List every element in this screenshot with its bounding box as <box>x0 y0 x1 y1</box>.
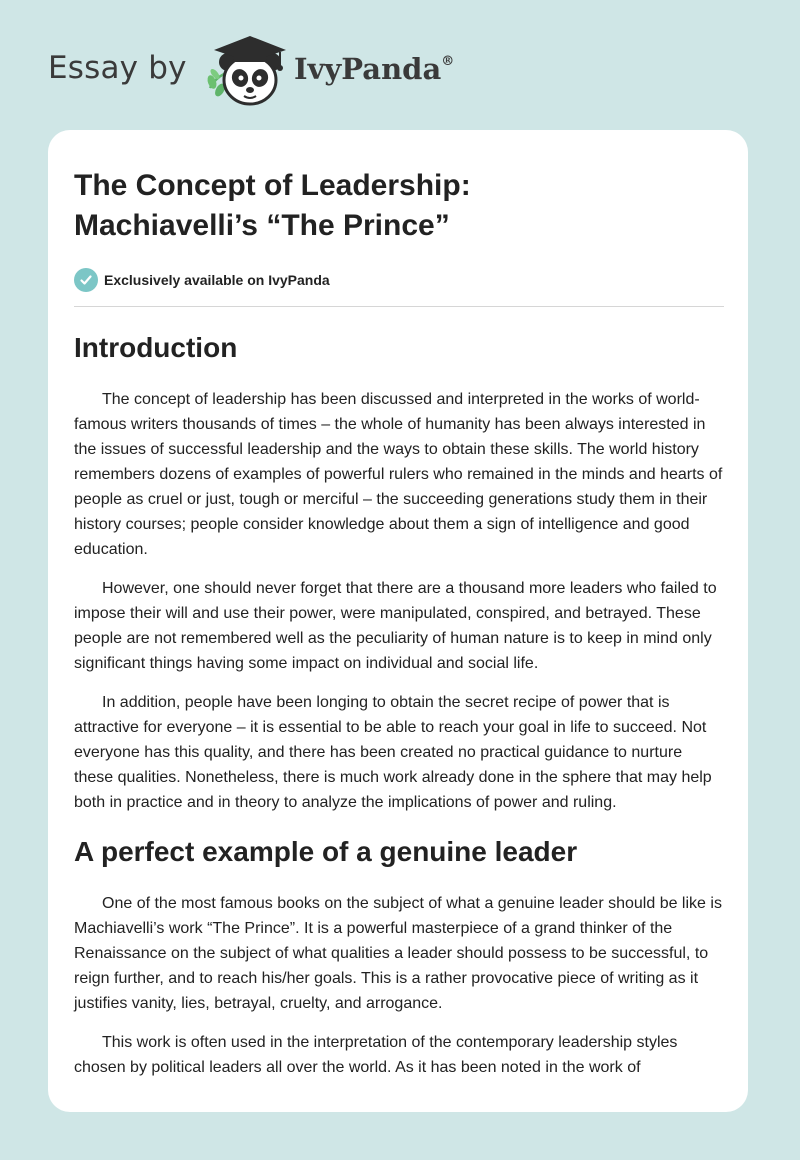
essay-by-label: Essay by <box>48 50 187 86</box>
paragraph: This work is often used in the interpretation of the contemporary leadership styles chosen by political leaders all over the world. As it has been noted in the work of <box>74 1034 678 1076</box>
section-body <box>74 891 724 1080</box>
title-line-1: The Concept of Leadership: <box>74 169 471 202</box>
divider <box>74 306 724 307</box>
brand-text: IvyPanda <box>294 52 442 86</box>
exclusive-badge <box>74 266 724 294</box>
brand-name[interactable] <box>294 52 454 86</box>
registered-mark: ® <box>441 54 455 69</box>
essay-title <box>74 166 724 246</box>
essay-card <box>48 130 748 1112</box>
section-heading: A perfect example of a genuine leader <box>74 836 578 867</box>
site-header <box>48 30 748 110</box>
title-line-2: Machiavelli’s “The Prince” <box>74 209 450 242</box>
paragraph: One of the most famous books on the subject of what a genuine leader should be like is Machiavelli’s work “The Prince”. It is a powerful masterpiece of a grand thinker of the Renaissance on the subject of what qualities a leader should possess to be successful, to reign further, and to reach his/her goals. This is a rather provocative piece of writing as it justifies vanity, lies, betrayal, cruelty, and arrogance. <box>74 895 722 1012</box>
section-heading: Introduction <box>74 332 238 363</box>
section-body <box>74 387 724 815</box>
paragraph: In addition, people have been longing to obtain the secret recipe of power that is attractive for everyone – it is essential to be able to reach your goal in life to succeed. Not everyone has this quality, and there has been created no practical guidance to nurture these qualities. Nonetheless, there is much work already done in the sphere that may help both in practice and in theory to analyze the implications of power and ruling. <box>74 694 712 811</box>
exclusive-label: Exclusively available on IvyPanda <box>104 272 330 288</box>
panda-logo-icon[interactable] <box>200 30 290 110</box>
paragraph: The concept of leadership has been discussed and interpreted in the works of world-famous writers thousands of times – the whole of humanity has been always interested in the issues of successful leadership and the ways to obtain these skills. The world history remembers dozens of examples of powerful rulers who remained in the minds and hearts of people as cruel or just, tough or merciful – the succeeding generations study them in their history courses; people consider knowledge about them a sign of intelligence and good education. <box>74 391 723 558</box>
essay-content <box>74 166 724 1094</box>
check-circle-icon <box>74 268 98 292</box>
paragraph: However, one should never forget that there are a thousand more leaders who failed to impose their will and use their power, were manipulated, conspired, and betrayed. These people are not remembered well as the peculiarity of human nature is to keep in mind only significant things having some impact on individual and social life. <box>74 580 717 672</box>
